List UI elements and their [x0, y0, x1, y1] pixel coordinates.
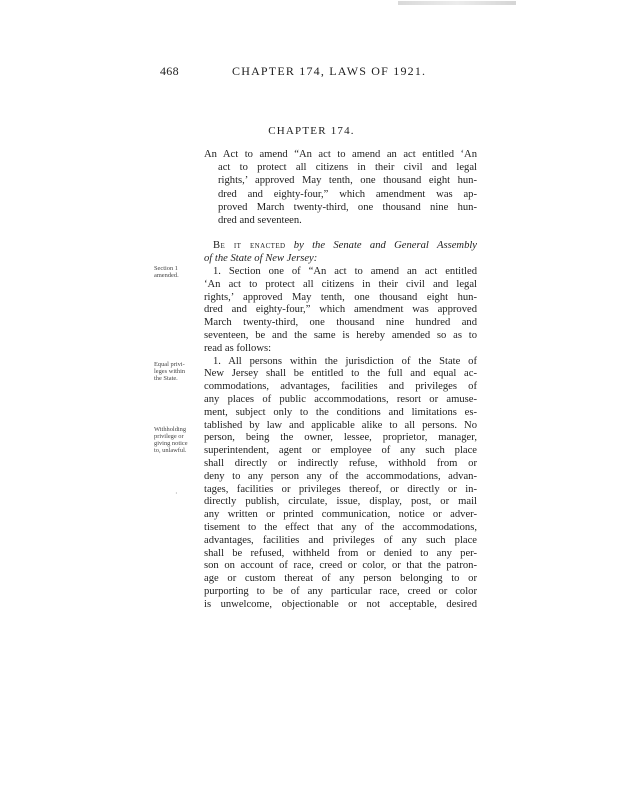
section-line: ‘An act to protect all citizens in their civil and legal [204, 278, 477, 290]
title-line: An Act to amend “An act to amend an act entitled ‘An [204, 149, 477, 160]
section-line: advantages, facilities and privileges of any such place [204, 534, 477, 546]
section-line: son on account of race, creed or color, or that the patron- [204, 560, 477, 572]
section-line: directly publish, circulate, issue, display, post, or mail [204, 496, 477, 508]
margin-note-line: amended. [154, 272, 179, 279]
section-line: age or custom thereat of any person belonging to or [204, 573, 477, 585]
section-line: ment, subject only to the conditions and limitations es- [204, 406, 477, 418]
stray-mark: · [175, 489, 178, 498]
section-line: rights,’ approved May tenth, one thousand eight hun- [204, 291, 477, 303]
section-line: 1. All persons within the jurisdiction of the State of [213, 355, 477, 367]
margin-note-line: Withholding [154, 426, 187, 433]
title-line: proved March twenty-third, one thousand nine hun- [218, 201, 477, 213]
section-line: any places of public accommodations, resort or amuse- [204, 393, 477, 405]
chapter-heading: CHAPTER 174. [268, 125, 355, 137]
page-number: 468 [160, 64, 179, 78]
margin-note-line: to, unlawful. [154, 447, 187, 454]
section-line: tablished by law and applicable alike to all persons. No [204, 419, 477, 431]
enacting-text: of the State of New Jersey: [204, 253, 318, 265]
section-line: read as follows: [204, 342, 272, 354]
section-line: person, being the owner, lessee, proprietor, manager, [204, 432, 477, 444]
margin-note-line: privilege or [154, 433, 184, 440]
section-line: tages, facilities or privileges thereof, or directly or in- [204, 483, 477, 495]
section-text [204, 266, 477, 612]
running-head: CHAPTER 174, LAWS OF 1921. [232, 64, 427, 78]
page-header [0, 64, 623, 82]
section-line: any written or printed communication, notice or adver- [204, 509, 477, 521]
margin-note-line: giving notice [154, 440, 188, 447]
enacting-clause [204, 239, 477, 265]
section-line: commodations, advantages, facilities and privileges of [204, 381, 477, 393]
section-line: dred and eighty-four,” which amendment was approved [204, 304, 477, 316]
section-line: is unwelcome, objectionable or not acceptable, desired [204, 598, 477, 610]
section-line: 1. Section one of “An act to amend an act entitled [213, 266, 477, 277]
enacting-line [204, 239, 477, 252]
section-line: shall be refused, withheld from or denied to any per- [204, 547, 477, 559]
margin-note-equal-privileges [154, 361, 198, 382]
margin-note-line: Equal privi- [154, 361, 185, 368]
margin-note-line: leges within [154, 368, 186, 375]
enacting-small-caps: Be it enacted [213, 240, 286, 251]
section-line: purporting to be of any particular race, creed or color [204, 585, 477, 597]
margin-note-line: the State. [154, 375, 178, 382]
section-line: superintendent, agent or employee of any such place [204, 445, 477, 457]
section-line: New Jersey shall be entitled to the full and equal ac- [204, 368, 477, 380]
section-line: tisement to the effect that any of the accommodations, [204, 521, 477, 533]
section-line: shall directly or indirectly refuse, withhold from or [204, 457, 477, 469]
enacting-line [204, 252, 477, 265]
scan-artifact [398, 1, 516, 5]
title-line: dred and seventeen. [218, 215, 302, 227]
section-line: seventeen, be and the same is hereby amended so as to [204, 329, 477, 341]
act-title [204, 148, 477, 227]
section-line: March twenty-third, one thousand nine hundred and [204, 317, 477, 329]
section-line: deny to any person any of the accommodations, advan- [204, 470, 477, 482]
enacting-text: by the Senate and General Assembly [285, 240, 478, 251]
title-line: act to protect all citizens in their civil and legal [218, 162, 477, 174]
title-line: rights,’ approved May tenth, one thousand eight hun- [218, 175, 477, 187]
margin-note-withholding [154, 426, 198, 454]
margin-note-section-amended [154, 265, 198, 279]
margin-note-line: Section 1 [154, 265, 178, 272]
title-line: dred and eighty-four,” which amendment was ap- [218, 188, 477, 200]
